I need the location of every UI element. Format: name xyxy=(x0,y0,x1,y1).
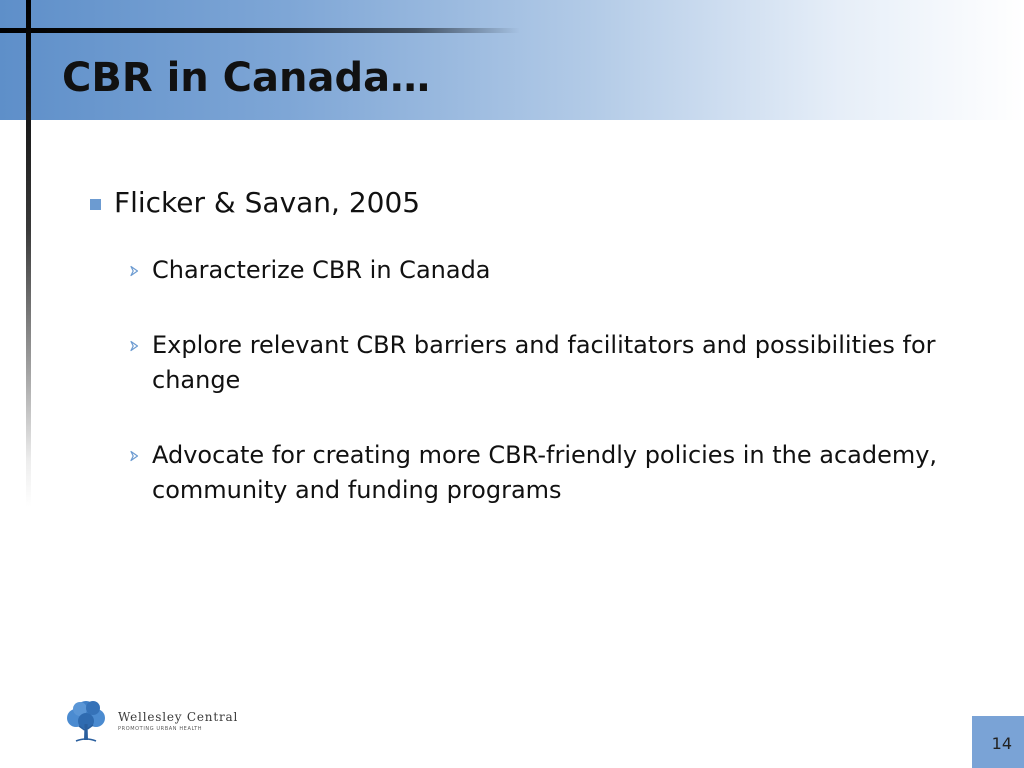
tree-icon xyxy=(64,698,108,744)
page-number-box xyxy=(972,716,1024,768)
square-bullet-icon xyxy=(90,199,101,210)
slide-title: CBR in Canada… xyxy=(62,55,431,101)
sub-bullet-text: Explore relevant CBR barriers and facilitators and possibilities for change xyxy=(152,331,936,394)
arrow-bullet-icon xyxy=(128,340,140,352)
arrow-bullet-icon xyxy=(128,265,140,277)
horizontal-accent-rule xyxy=(0,28,520,33)
wellesley-central-logo xyxy=(62,698,252,748)
sub-bullet-text: Characterize CBR in Canada xyxy=(152,256,491,284)
bullet-item xyxy=(88,184,968,222)
arrow-bullet-icon xyxy=(128,450,140,462)
sub-bullet-item xyxy=(126,438,968,508)
logo-wordmark: Wellesley Central xyxy=(118,710,239,724)
page-number: 14 xyxy=(991,734,1012,753)
vertical-accent-rule xyxy=(26,0,31,768)
sub-bullet-item xyxy=(126,253,968,288)
sub-bullet-text: Advocate for creating more CBR-friendly policies in the academy, community and funding programs xyxy=(152,441,938,504)
logo-tagline: PROMOTING URBAN HEALTH xyxy=(118,726,203,732)
slide-content xyxy=(88,184,968,548)
sub-bullet-item xyxy=(126,328,968,398)
bullet-text: Flicker & Savan, 2005 xyxy=(114,186,421,219)
